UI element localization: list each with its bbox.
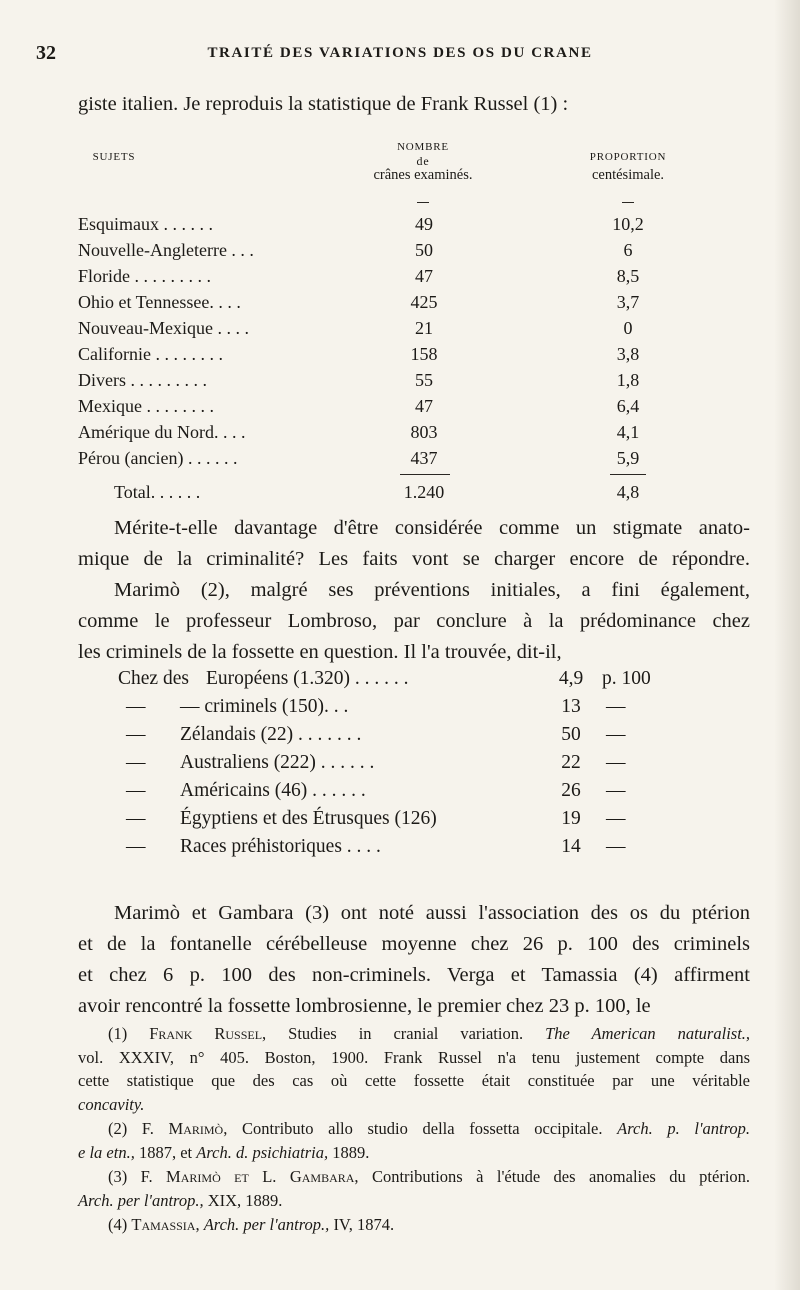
footnote-4: (4) Tamassia, Arch. per l'antrop., IV, 1874. [108,1215,395,1234]
list-item: — Américains (46) . . . . . . 26 — [126,780,626,801]
list-item: — Australiens (222) . . . . . . 22 — [126,752,626,773]
col-header-subjects: SUJETS [92,151,136,163]
paragraph-1: Mérite-t-elle davantage d'être considérée comme un stigmate anato- mique de la criminalité? Les faits vont se charger encore de répondre. Marimò (2), malgré ses préventions initiales, a fini également, comme le professeur Lombroso, par conclure à la prédominance chez les criminels de la fossette en question. Il l'a trouvée, dit-il, [78,517,750,663]
col-header-count: NOMBRE [397,141,449,153]
table-row: Floride . . . . . . . . . 47 8,5 [78,266,640,286]
table-row: Ohio et Tennessee. . . . 425 3,7 [78,292,640,312]
header-dash [622,202,634,203]
footnote-3: (3) F. Marimò et L. Gambara, Contributions à l'étude des anomalies du ptérion. Arch. per l'antrop., XIX, 1889. [78,1167,751,1210]
list-item: Chez des Européens (1.320) . . . . . . 4,9 p. 100 [118,668,651,689]
list-item: — — criminels (150). . . 13 — [126,696,626,717]
col-header-count-sub: crânes examinés. [373,167,473,183]
table-row: Nouveau-Mexique . . . . 21 0 [78,318,633,338]
paragraph-2: Marimò et Gambara (3) ont noté aussi l'association des os du ptérion et de la fontanelle cérébelleuse moyenne chez 26 p. 100 des criminels et chez 6 p. 100 des non-criminels. Verga et Tamassia (4) affirment avoir rencontré la fossette lombrosienne, le premier chez 23 p. 100, le [78,902,750,1017]
page-header [0,42,800,72]
footnotes [78,1022,750,1237]
total-rule [400,474,450,475]
table-row: Pérou (ancien) . . . . . . 437 5,9 [78,448,640,468]
list-item: — Égyptiens et des Étrusques (126) 19 — [126,808,626,829]
header-dash [417,202,429,203]
list-item: — Zélandais (22) . . . . . . . 50 — [126,724,626,745]
table-row: Nouvelle-Angleterre . . . 50 6 [78,240,633,260]
total-rule [610,474,646,475]
list-item: — Races préhistoriques . . . . 14 — [126,836,626,857]
footnote-1: (1) Frank Russel, Studies in cranial variation. The American naturalist., vol. XXXIV, n° 405. Boston, 1900. Frank Russel n'a tenu justement compte dans cette statistique que des cas où cette fossette était constituée par une véritable concavity. [78,1024,751,1114]
table-row: Divers . . . . . . . . . 55 1,8 [78,370,640,390]
table-total-row: Total. . . . . . 1.240 4,8 [114,482,640,502]
col-header-proportion-sub: centésimale. [591,167,665,183]
table-row: Californie . . . . . . . . 158 3,8 [78,344,640,364]
table-row: Amérique du Nord. . . . 803 4,1 [78,422,640,442]
statistics-table [78,141,750,502]
page-edge-shadow [774,0,800,1290]
table-row: Esquimaux . . . . . . 49 10,2 [78,214,644,234]
col-header-count-de: de [416,154,430,168]
table-row: Mexique . . . . . . . . 47 6,4 [78,396,640,416]
running-head: TRAITÉ DES VARIATIONS DES OS DU CRANE [207,45,593,61]
page-number: 32 [36,42,56,64]
intro-line: giste italien. Je reproduis la statistique de Frank Russel (1) : [78,93,569,115]
footnote-2: (2) F. Marimò, Contributo allo studio della fossetta occipitale. Arch. p. l'antrop. e la etn., 1887, et Arch. d. psichiatria, 1889. [78,1119,751,1162]
col-header-proportion: PROPORTION [589,151,667,163]
